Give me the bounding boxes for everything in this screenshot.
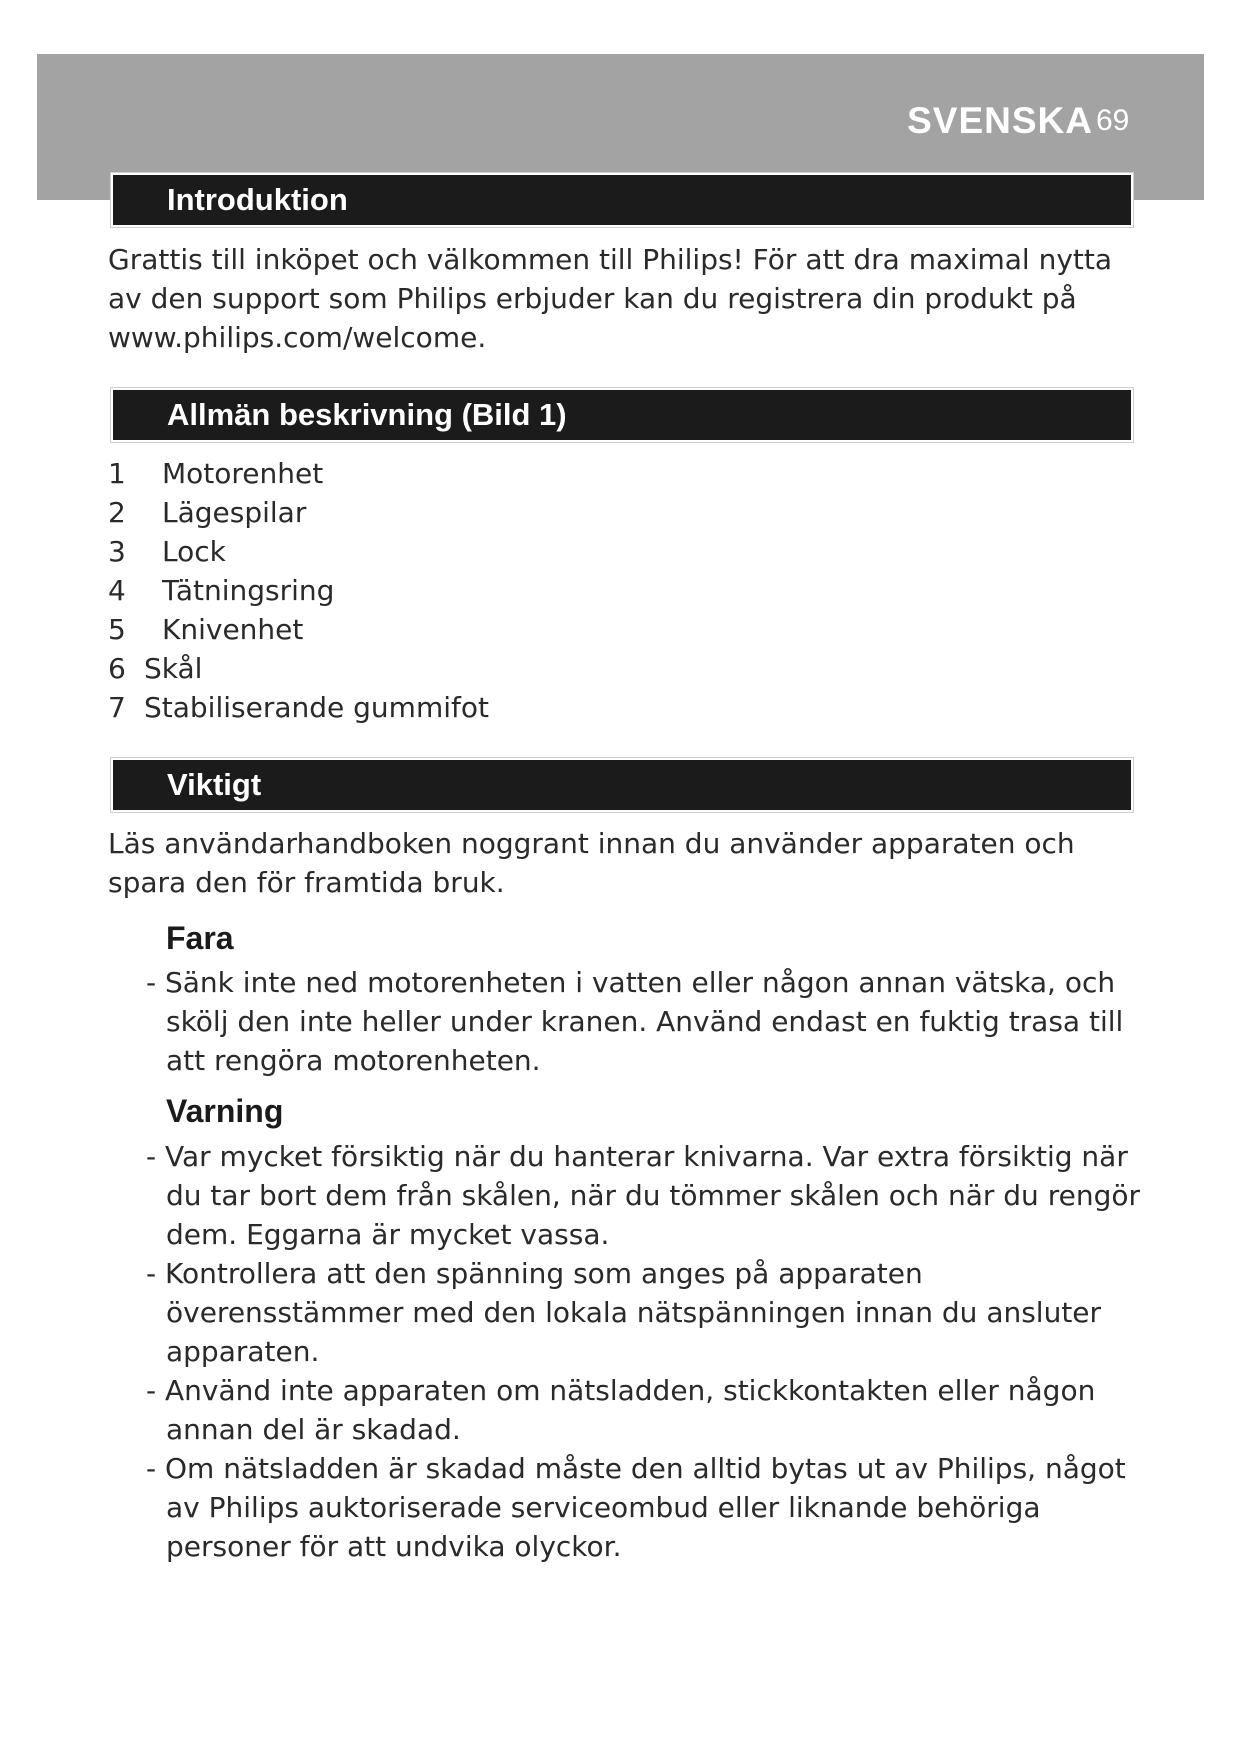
list-item: - Var mycket försiktig när du hanterar knivarna. Var extra försiktig när du tar bort dem från skålen, när du tömmer skålen och när du rengör dem. Eggarna är mycket vassa. bbox=[146, 1140, 1140, 1251]
section-heading-important: Viktigt bbox=[167, 767, 262, 802]
parts-list bbox=[108, 454, 489, 727]
section-bar-intro bbox=[111, 173, 1133, 227]
list-item: - Om nätsladden är skadad måste den alltid bytas ut av Philips, något av Philips auktoriserade serviceombud eller liknande behöriga personer för att undvika olyckor. bbox=[146, 1452, 1126, 1563]
list-item: - Använd inte apparaten om nätsladden, stickkontakten eller någon annan del är skadad. bbox=[146, 1374, 1096, 1446]
danger-list bbox=[128, 963, 1140, 1080]
list-item: 5 Knivenhet bbox=[108, 613, 304, 646]
danger-heading: Fara bbox=[166, 920, 234, 956]
language-label: SVENSKA bbox=[907, 100, 1093, 141]
intro-paragraph: Grattis till inköpet och välkommen till Philips! För att dra maximal nytta av den support som Philips erbjuder kan du registrera din produkt på www.philips.com/welcome. bbox=[108, 243, 1113, 354]
list-item: 6 Skål bbox=[108, 652, 203, 685]
warning-list bbox=[128, 1137, 1140, 1566]
section-bar-description bbox=[111, 388, 1133, 442]
list-item: 7 Stabiliserande gummifot bbox=[108, 691, 489, 724]
section-heading-description: Allmän beskrivning (Bild 1) bbox=[167, 397, 567, 432]
list-item: 4 Tätningsring bbox=[108, 574, 335, 607]
list-item: 3 Lock bbox=[108, 535, 226, 568]
list-item: - Kontrollera att den spänning som anges på apparaten överensstämmer med den lokala nätspänningen innan du ansluter apparaten. bbox=[146, 1257, 1102, 1368]
list-item: - Sänk inte ned motorenheten i vatten eller någon annan vätska, och skölj den inte heller under kranen. Använd endast en fuktig trasa till att rengöra motorenheten. bbox=[146, 966, 1124, 1077]
section-bar-important bbox=[111, 758, 1133, 812]
section-heading-intro: Introduktion bbox=[167, 182, 348, 217]
page-number: 69 bbox=[1096, 104, 1130, 137]
important-paragraph: Läs användarhandboken noggrant innan du använder apparaten och spara den för framtida bruk. bbox=[108, 827, 1075, 899]
list-item: 1 Motorenhet bbox=[108, 457, 324, 490]
list-item: 2 Lägespilar bbox=[108, 496, 307, 529]
warning-heading: Varning bbox=[166, 1093, 284, 1129]
